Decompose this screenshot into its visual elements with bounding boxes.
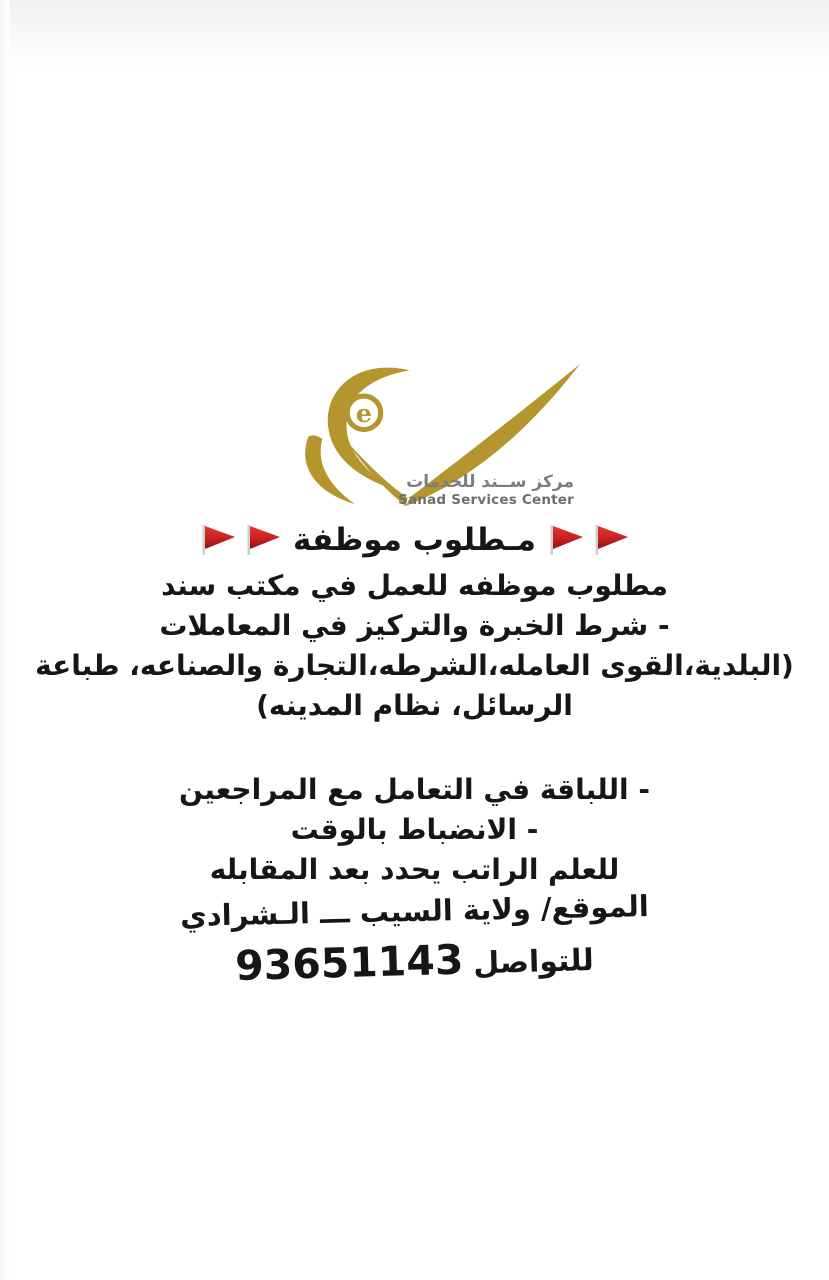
red-flag-icon	[592, 523, 630, 557]
logo-english-name: Sanad Services Center	[398, 492, 574, 508]
headline-row	[0, 516, 829, 564]
req-line-punctuality: - الانضباط بالوقت	[290, 813, 539, 846]
ad-line-job: مطلوب موظفه للعمل في مكتب سند	[161, 569, 668, 602]
requirements-block	[0, 770, 829, 890]
ad-body	[0, 566, 829, 993]
red-flag-icon	[244, 523, 282, 557]
job-headline: مـطلوب موظفة	[293, 522, 536, 558]
logo-wordmark	[398, 472, 574, 508]
red-flag-icon	[547, 523, 585, 557]
top-shade	[0, 0, 829, 70]
sanad-logo	[296, 356, 582, 508]
location-prefix: الموقع/ ولاية السيب ـــ	[319, 889, 650, 930]
ad-line-departments-1: (البلدية،القوى العامله،الشرطه،التجارة والصناعه، طباعة	[35, 649, 794, 682]
ad-line-departments-2: الرسائل، نظام المدينه)	[256, 689, 573, 722]
phone-number: 93651143	[234, 935, 465, 990]
logo-arabic-name: مركز ســند للخدمات	[406, 472, 574, 492]
req-line-politeness: - اللباقة في التعامل مع المراجعين	[179, 773, 650, 806]
red-flag-icon	[199, 523, 237, 557]
req-line-salary: للعلم الراتب يحدد بعد المقابله	[209, 853, 620, 886]
location-name: الـشرادي	[179, 896, 311, 933]
contact-label: للتواصل	[472, 942, 595, 982]
e-monogram-letter: e	[355, 397, 373, 428]
ad-line-experience: - شرط الخبرة والتركيز في المعاملات	[159, 609, 670, 642]
